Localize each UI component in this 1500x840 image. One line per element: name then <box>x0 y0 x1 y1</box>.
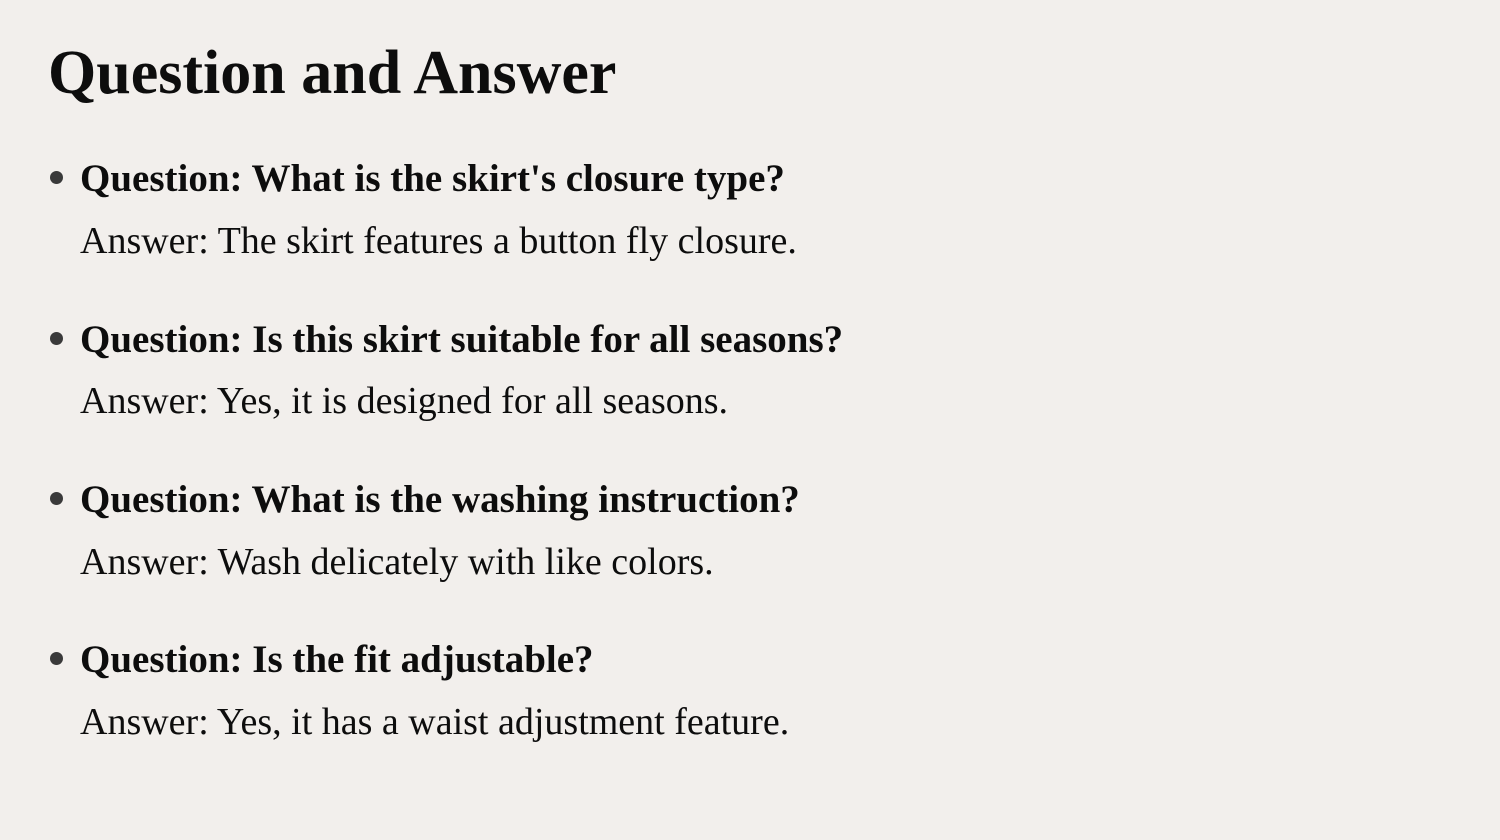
bullet-icon <box>50 652 63 665</box>
answer-text: Answer: The skirt features a button fly closure. <box>80 220 797 263</box>
list-item <box>48 316 1440 426</box>
question-text: Question: Is the fit adjustable? <box>80 638 594 682</box>
page-title: Question and Answer <box>48 39 617 107</box>
answer-text: Answer: Wash delicately with like colors. <box>80 540 714 583</box>
question-text: Question: What is the washing instruction? <box>80 477 800 521</box>
question-text: Question: What is the skirt's closure type? <box>80 157 785 201</box>
list-item <box>48 155 1440 265</box>
answer-text: Answer: Yes, it is designed for all seasons. <box>80 380 729 423</box>
list-item <box>48 476 1440 586</box>
answer-text: Answer: Yes, it has a waist adjustment feature. <box>80 700 790 743</box>
bullet-icon <box>50 171 63 184</box>
list-item <box>48 636 1440 746</box>
question-text: Question: Is this skirt suitable for all seasons? <box>80 317 844 361</box>
qa-list <box>48 155 1440 746</box>
bullet-icon <box>50 332 63 345</box>
bullet-icon <box>50 492 63 505</box>
